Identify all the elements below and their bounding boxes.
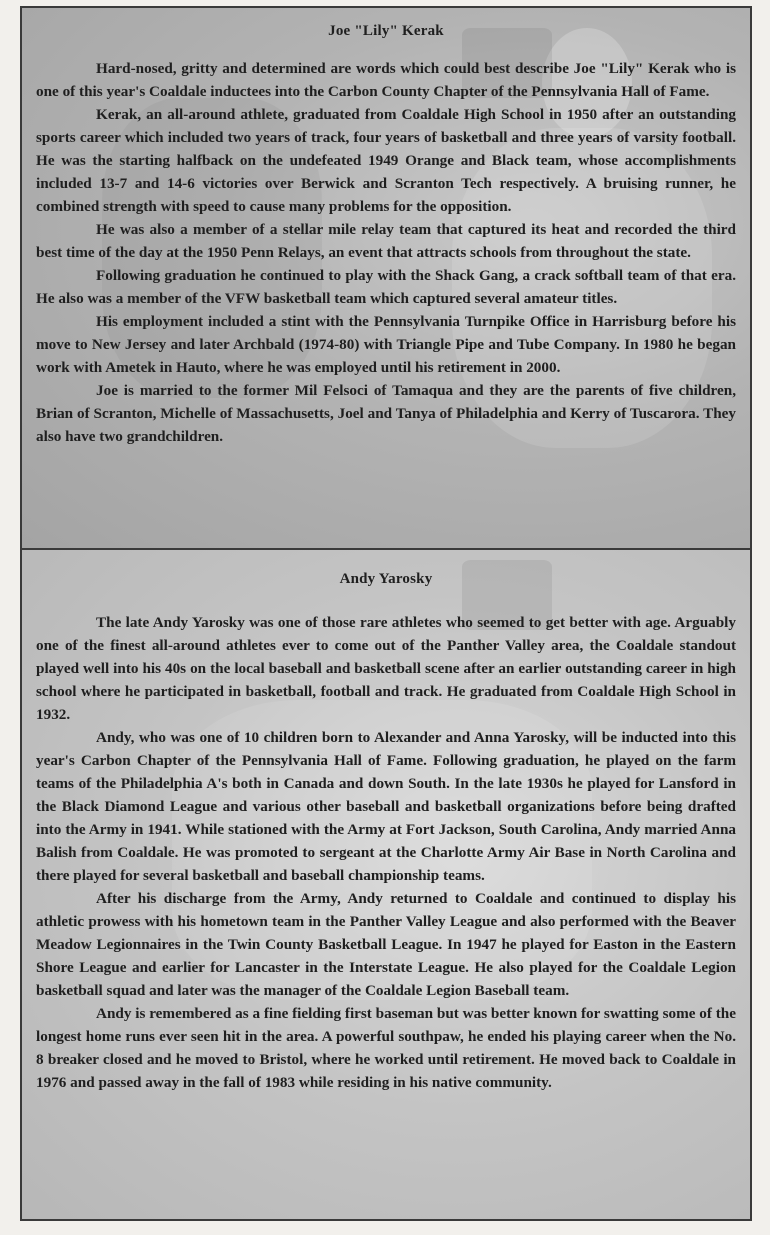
paragraph: Kerak, an all-around athlete, graduated from Coaldale High School in 1950 after an outstanding sports career which included two years of track, four years of basketball and three years of varsity football. He was the starting halfback on the undefeated 1949 Orange and Black team, whose accomplishments included 13-7 and 14-6 victories over Berwick and Scranton Tech respectively. A bruising runner, he combined strength with speed to cause many problems for the opposition.: [36, 106, 736, 215]
article-title: Andy Yarosky: [339, 571, 433, 587]
paragraph: The late Andy Yarosky was one of those rare athletes who seemed to get better with age. Arguably one of the finest all-around athletes ever to come out of the Panther Valley area, the Coaldale standout played well into his 40s on the local baseball and basketball scene after an earlier outstanding career in high school where he participated in basketball, football and track. He graduated from Coaldale High School in 1932.: [36, 614, 736, 723]
paragraph: Joe is married to the former Mil Felsoci of Tamaqua and they are the parents of five children, Brian of Scranton, Michelle of Massachusetts, Joel and Tanya of Philadelphia and Kerry of Tuscarora. They also have two grandchildren.: [36, 382, 736, 445]
article-title: Joe "Lily" Kerak: [328, 23, 444, 39]
paragraph: He was also a member of a stellar mile relay team that captured its heat and recorded the third best time of the day at the 1950 Penn Relays, an event that attracts schools from throughout the state.: [36, 221, 736, 261]
paragraph: Following graduation he continued to play with the Shack Gang, a crack softball team of that era. He also was a member of the VFW basketball team which captured several amateur titles.: [36, 267, 736, 307]
article-yarosky: [20, 548, 752, 1221]
paragraph: Hard-nosed, gritty and determined are words which could best describe Joe "Lily" Kerak who is one of this year's Coaldale inductees into the Carbon County Chapter of the Pennsylvania Hall of Fame.: [36, 60, 736, 100]
paragraph: Andy is remembered as a fine fielding first baseman but was better known for swatting some of the longest home runs ever seen hit in the area. A powerful southpaw, he ended his playing career when the No. 8 breaker closed and he moved to Bristol, where he worked until retirement. He moved back to Coaldale in 1976 and passed away in the fall of 1983 while residing in his native community.: [36, 1005, 736, 1091]
paragraph: His employment included a stint with the Pennsylvania Turnpike Office in Harrisburg before his move to New Jersey and later Archbald (1974-80) with Triangle Pipe and Tube Company. In 1980 he began work with Ametek in Hauto, where he was employed until his retirement in 2000.: [36, 313, 736, 376]
paragraph: After his discharge from the Army, Andy returned to Coaldale and continued to display his athletic prowess with his hometown team in the Panther Valley League and also performed with the Beaver Meadow Legionnaires in the Twin County Basketball League. In 1947 he played for Easton in the Eastern Shore League and earlier for Lancaster in the Interstate League. He also played for the Coaldale Legion basketball squad and later was the manager of the Coaldale Legion Baseball team.: [36, 890, 736, 999]
article-kerak: [20, 6, 752, 550]
paragraph: Andy, who was one of 10 children born to Alexander and Anna Yarosky, will be inducted into this year's Carbon Chapter of the Pennsylvania Hall of Fame. Following graduation, he played on the farm teams of the Philadelphia A's both in Canada and down South. In the late 1930s he played for Lansford in the Black Diamond League and various other baseball and basketball organizations before being drafted into the Army in 1941. While stationed with the Army at Fort Jackson, South Carolina, Andy married Anna Balish from Coaldale. He was promoted to sergeant at the Charlotte Army Air Base in North Carolina and there played for several basketball and baseball championship teams.: [36, 729, 736, 884]
